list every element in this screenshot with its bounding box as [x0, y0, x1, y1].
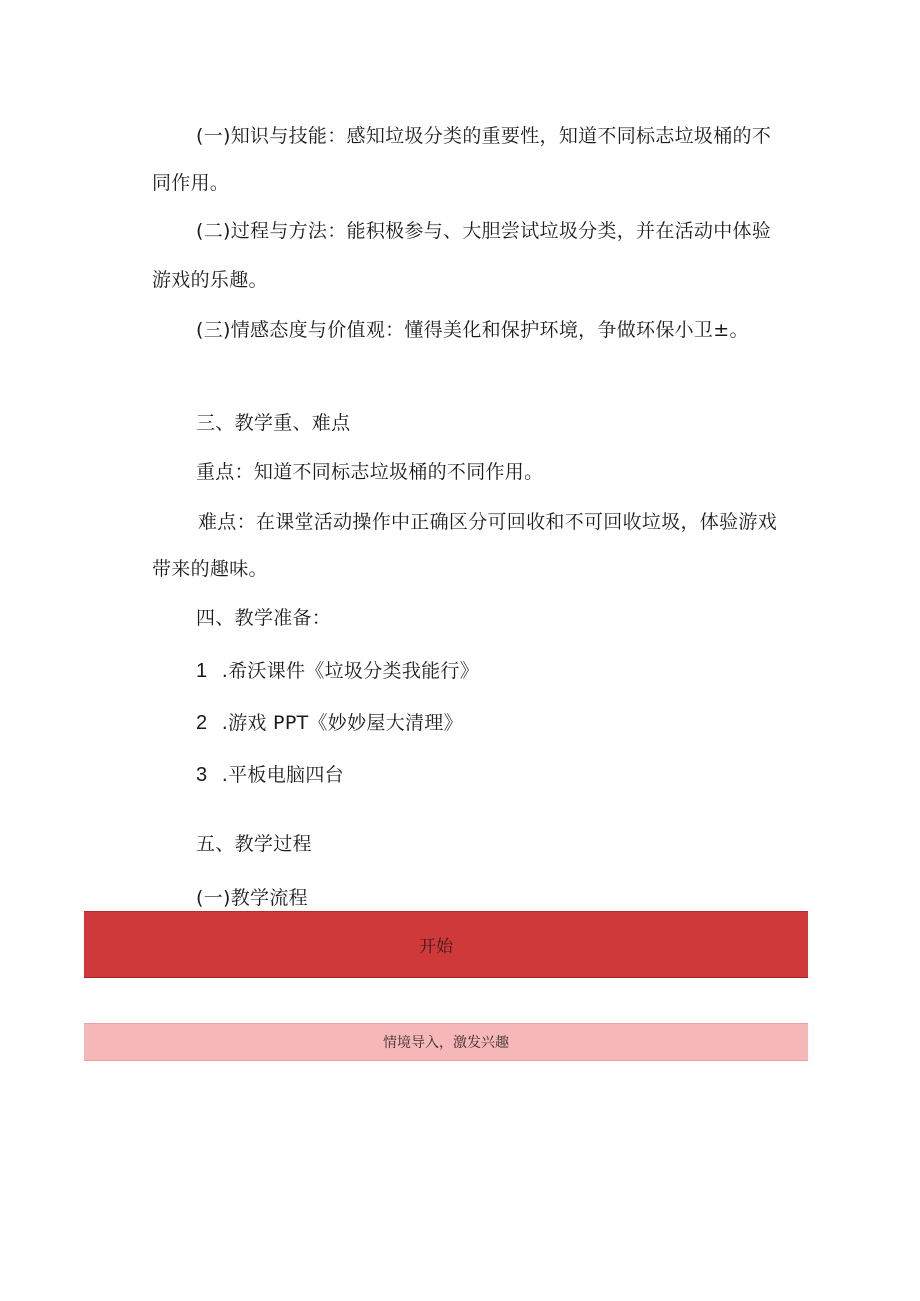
preparation-item: [196, 659, 479, 683]
list-number: 2: [196, 712, 208, 734]
flowchart-step-label: 情境导入，激发兴趣: [383, 1035, 509, 1051]
flowchart-step-box: [84, 1023, 808, 1061]
section-heading-preparation: 四、教学准备：: [196, 607, 332, 629]
objective-process-line1: (二)过程与方法：能积极参与、大胆尝试垃圾分类，并在活动中体验: [196, 220, 772, 242]
subheading-teaching-flow: (一)教学流程: [196, 887, 308, 909]
preparation-item: [196, 763, 344, 787]
objective-knowledge-line1: (一)知识与技能：感知垃圾分类的重要性，知道不同标志垃圾桶的不: [196, 125, 772, 147]
section-heading-key-points: 三、教学重、难点: [196, 412, 351, 434]
objective-knowledge-line2: 同作用。: [152, 172, 230, 194]
objective-emotion-line1: (三)情感态度与价值观：懂得美化和保护环境，争做环保小卫±。: [196, 319, 749, 341]
difficulty-line1: 难点：在课堂活动操作中正确区分可回收和不可回收垃圾，体验游戏: [198, 511, 778, 533]
list-item-text: .平板电脑四台: [221, 764, 344, 786]
flowchart-start-label: 开始: [419, 937, 453, 957]
list-item-text: .希沃课件《垃圾分类我能行》: [221, 660, 480, 682]
preparation-item: [196, 711, 463, 735]
list-item-text: .游戏 PPT《妙妙屋大清理》: [221, 712, 463, 734]
focus-point: 重点：知道不同标志垃圾桶的不同作用。: [196, 461, 544, 483]
objective-process-line2: 游戏的乐趣。: [152, 269, 268, 291]
section-heading-process: 五、教学过程: [196, 833, 312, 855]
list-number: 3: [196, 764, 208, 786]
list-number: 1: [196, 660, 208, 682]
flowchart-start-box: [84, 911, 808, 978]
difficulty-line2: 带来的趣味。: [152, 558, 268, 580]
